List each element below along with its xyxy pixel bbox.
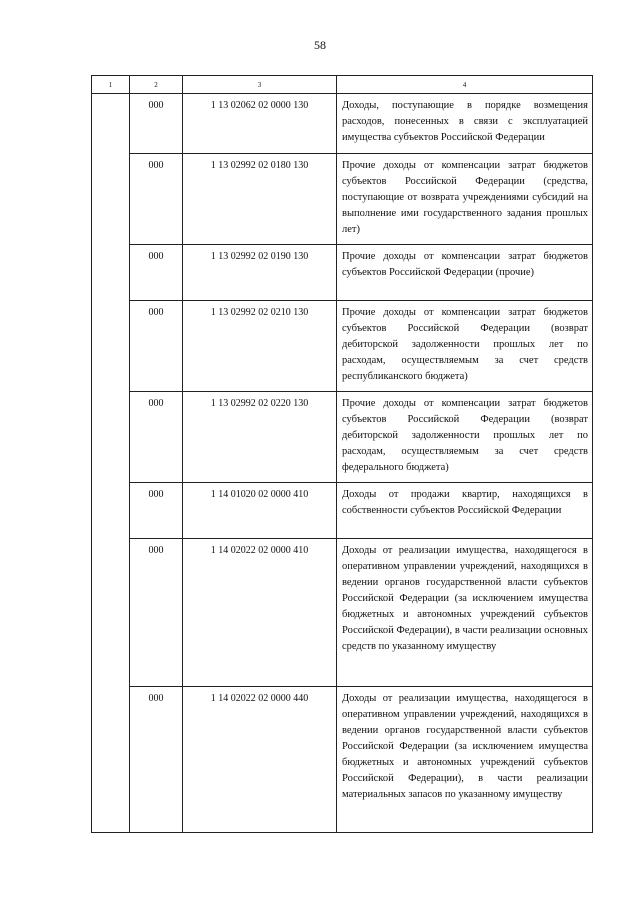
table-row (92, 483, 593, 539)
revenue-description: Прочие доходы от компенсации затрат бюджетов субъектов Российской Федерации (возврат дебиторской задолженности прошлых лет по расходам, осуществляемым за счет средств республиканского бюджета) (342, 307, 588, 382)
budget-classification-code: 1 14 02022 02 0000 440 (210, 693, 309, 704)
budget-classification-code: 1 13 02062 02 0000 130 (210, 100, 309, 111)
revenue-description: Прочие доходы от компенсации затрат бюджетов субъектов Российской Федерации (средства, поступающие от возврата учреждениями субсидий на выполнение ими государственного задания прошлых лет) (342, 160, 588, 235)
budget-classification-code: 1 14 01020 02 0000 410 (210, 489, 309, 500)
merged-first-column (92, 94, 130, 833)
budget-classification-code: 1 13 02992 02 0180 130 (210, 160, 309, 171)
budget-classification-code: 1 13 02992 02 0220 130 (210, 398, 309, 409)
administrator-code: 000 (148, 160, 164, 171)
revenue-classification-table (91, 75, 593, 833)
column-number-4: 4 (337, 76, 593, 94)
table-row (92, 245, 593, 301)
budget-classification-code: 1 13 02992 02 0190 130 (210, 251, 309, 262)
column-number-2: 2 (130, 76, 183, 94)
column-number-1: 1 (92, 76, 130, 94)
revenue-description: Прочие доходы от компенсации затрат бюджетов субъектов Российской Федерации (возврат дебиторской задолженности прошлых лет по расходам, осуществляемым за счет средств федерального бюджета) (342, 398, 588, 473)
revenue-description: Доходы, поступающие в порядке возмещения расходов, понесенных в связи с эксплуатацией имущества субъектов Российской Федерации (342, 100, 588, 143)
table-row (92, 687, 593, 833)
administrator-code: 000 (148, 545, 164, 556)
column-number-row (92, 76, 593, 94)
page-number: 58 (314, 38, 326, 52)
budget-classification-code: 1 14 02022 02 0000 410 (210, 545, 309, 556)
table-row (92, 94, 593, 154)
revenue-description: Прочие доходы от компенсации затрат бюджетов субъектов Российской Федерации (прочие) (342, 251, 588, 278)
administrator-code: 000 (148, 693, 164, 704)
administrator-code: 000 (148, 251, 164, 262)
column-number-3: 3 (183, 76, 337, 94)
administrator-code: 000 (148, 489, 164, 500)
administrator-code: 000 (148, 307, 164, 318)
revenue-description: Доходы от продажи квартир, находящихся в собственности субъектов Российской Федерации (342, 489, 588, 516)
table-row (92, 539, 593, 687)
revenue-description: Доходы от реализации имущества, находящегося в оперативном управлении учреждений, находящихся в ведении органов государственной власти субъектов Российской Федерации (за исключением имущества бюджетных и автономных учреждений субъектов Российской Федерации), в части реализации основных средств по указанному имуществу (342, 545, 588, 652)
revenue-description: Доходы от реализации имущества, находящегося в оперативном управлении учреждений, находящихся в ведении органов государственной власти субъектов Российской Федерации (за исключением имущества бюджетных и автономных учреждений субъектов Российской Федерации), в части реализации материальных запасов по указанному имуществу (342, 693, 588, 800)
budget-classification-code: 1 13 02992 02 0210 130 (210, 307, 309, 318)
administrator-code: 000 (148, 100, 164, 111)
administrator-code: 000 (148, 398, 164, 409)
table-row (92, 392, 593, 483)
table-row (92, 154, 593, 245)
table-row (92, 301, 593, 392)
